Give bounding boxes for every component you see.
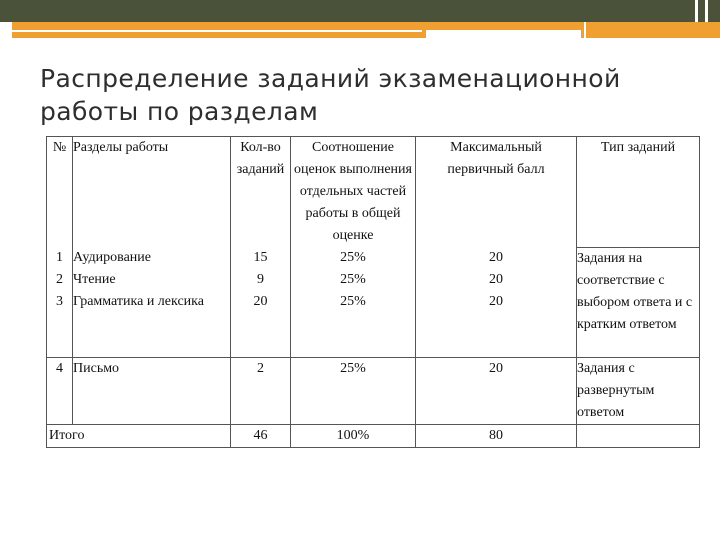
row-section: Письмо bbox=[73, 357, 231, 424]
decor-divider bbox=[705, 0, 708, 22]
header-task-type: Тип заданий bbox=[577, 137, 700, 248]
header-count: Кол-во заданий bbox=[231, 137, 291, 248]
accent-decor-bar bbox=[0, 22, 720, 38]
decor-divider bbox=[695, 0, 698, 22]
header-section: Разделы работы bbox=[73, 137, 231, 248]
task-type-group-1: Задания на соответствие с выбором ответа и с кратким ответом bbox=[577, 247, 700, 357]
header-ratio: Соотношение оценок выполнения отдельных частей работы в общей оценке bbox=[291, 137, 416, 248]
row-ratio: 25% bbox=[291, 357, 416, 424]
total-count: 46 bbox=[231, 424, 291, 447]
header-number: № bbox=[47, 137, 73, 248]
row-count: 15 bbox=[231, 247, 291, 269]
slide-title-line-1: Распределение заданий экзаменационной bbox=[40, 64, 621, 93]
row-ratio: 25% bbox=[291, 269, 416, 291]
row-count: 9 bbox=[231, 269, 291, 291]
row-max-score: 20 bbox=[416, 269, 577, 291]
row-number: 4 bbox=[47, 357, 73, 424]
row-max-score: 20 bbox=[416, 247, 577, 269]
total-row bbox=[47, 424, 700, 447]
row-section: Аудирование bbox=[73, 247, 231, 269]
decor-stripe bbox=[426, 30, 581, 38]
task-type-group-2: Задания с развернутым ответом bbox=[577, 357, 700, 424]
row-max-score: 20 bbox=[416, 357, 577, 424]
top-decor-bar bbox=[0, 0, 720, 22]
total-task-type bbox=[577, 424, 700, 447]
header-max-score: Максимальный первичный балл bbox=[416, 137, 577, 248]
sections-table bbox=[46, 136, 700, 448]
decor-stripe bbox=[584, 22, 586, 38]
table-row bbox=[47, 247, 700, 269]
row-ratio: 25% bbox=[291, 291, 416, 357]
table-header-row bbox=[47, 137, 700, 248]
row-count: 20 bbox=[231, 291, 291, 357]
row-count: 2 bbox=[231, 357, 291, 424]
row-section: Чтение bbox=[73, 269, 231, 291]
row-number: 1 bbox=[47, 247, 73, 269]
row-ratio: 25% bbox=[291, 247, 416, 269]
table-row bbox=[47, 357, 700, 424]
row-section: Грамматика и лексика bbox=[73, 291, 231, 357]
total-label: Итого bbox=[47, 424, 231, 447]
total-max-score: 80 bbox=[416, 424, 577, 447]
decor-stripe bbox=[0, 22, 12, 38]
slide-title bbox=[40, 62, 700, 128]
decor-stripe bbox=[12, 30, 422, 32]
row-number: 2 bbox=[47, 269, 73, 291]
slide-title-line-2: работы по разделам bbox=[40, 97, 319, 126]
row-max-score: 20 bbox=[416, 291, 577, 357]
total-ratio: 100% bbox=[291, 424, 416, 447]
row-number: 3 bbox=[47, 291, 73, 357]
